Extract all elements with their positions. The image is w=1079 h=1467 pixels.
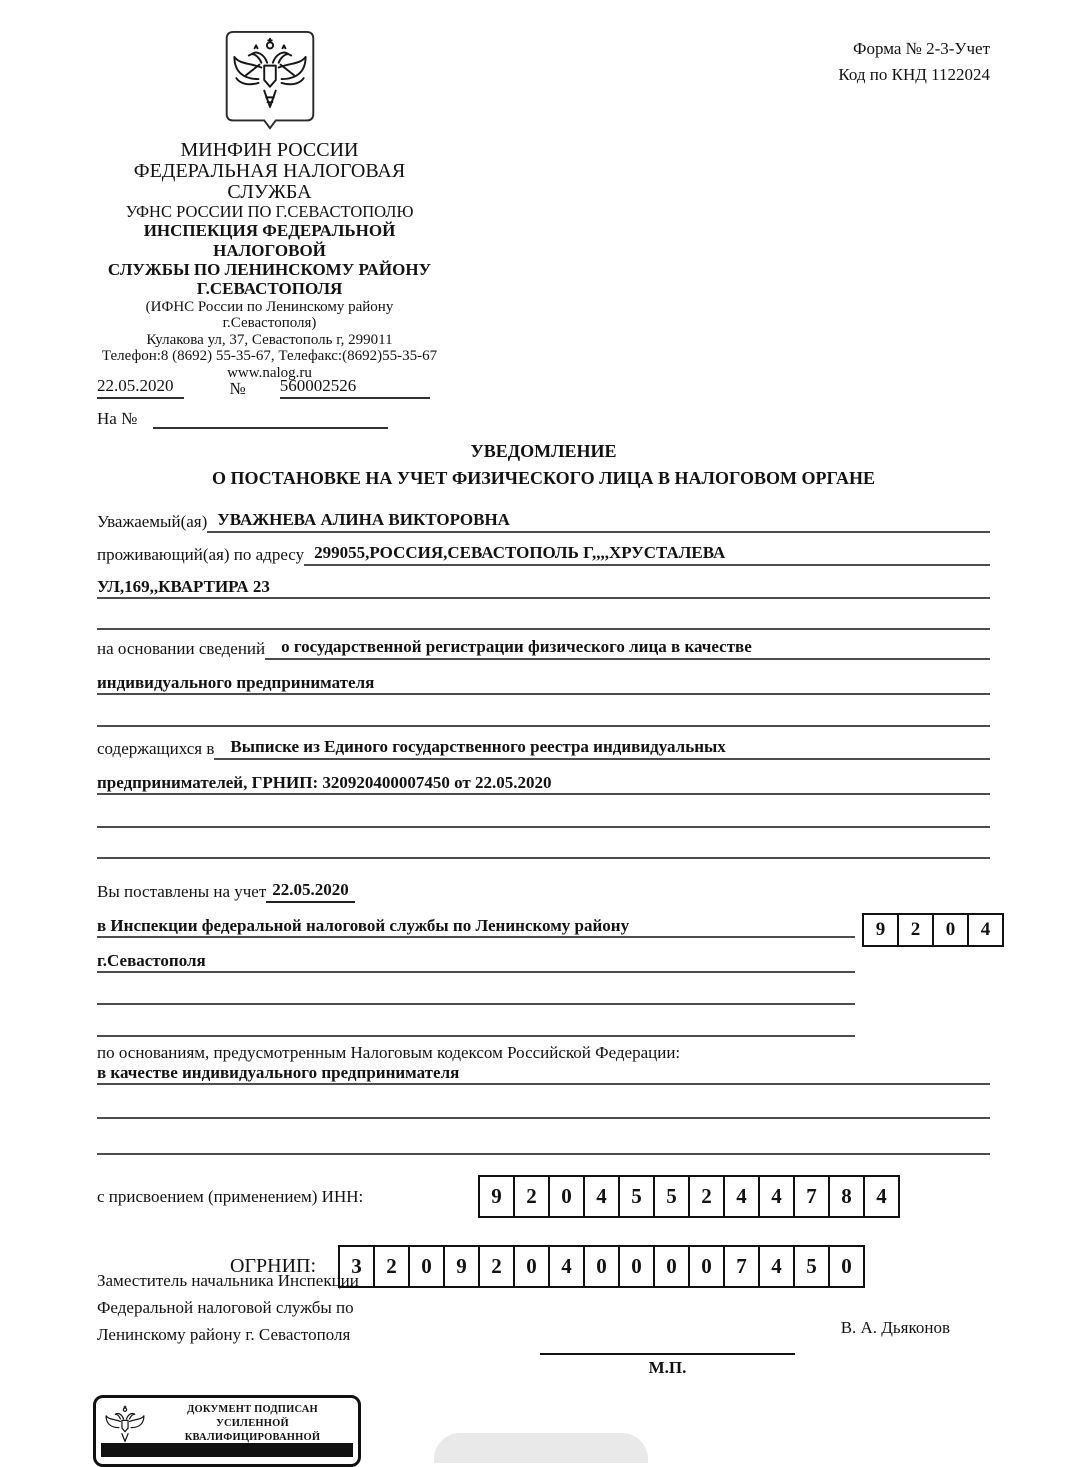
address-field-line-2: УЛ,169,,КВАРТИРА 23 — [97, 566, 990, 599]
ogrnip-digit: 3 — [338, 1245, 375, 1288]
org-name-4: ИНСПЕКЦИЯ ФЕДЕРАЛЬНОЙ НАЛОГОВОЙ — [143, 221, 396, 260]
bottom-overlay-shape — [434, 1433, 648, 1463]
stamp-divider-bar — [101, 1443, 353, 1457]
signer-name: В. А. Дьяконов — [840, 1318, 950, 1337]
stamp-line-2: УСИЛЕННОЙ КВАЛИФИЦИРОВАННОЙ — [184, 1417, 321, 1443]
org-website: www.nalog.ru — [227, 364, 312, 381]
salutation-label: Уважаемый(ая) — [97, 512, 208, 531]
contained-field-line-1: Выписке из Единого государственного реестра индивидуальных — [214, 737, 990, 760]
org-name-3: УФНС РОССИИ ПО Г.СЕВАСТОПОЛЮ — [125, 202, 414, 221]
basis-field-line-1: о государственной регистрации физического лица в качестве — [265, 637, 990, 660]
tax-office-code-digit: 4 — [967, 913, 1004, 947]
knd-code: Код по КНД 1122024 — [838, 65, 990, 85]
org-name-2: ФЕДЕРАЛЬНАЯ НАЛОГОВАЯ СЛУЖБА — [133, 160, 406, 203]
document-date: 22.05.2020 — [97, 376, 184, 399]
document-body — [97, 506, 990, 1288]
tax-office-code-digit: 0 — [932, 913, 969, 947]
registration-date-field: 22.05.2020 — [266, 880, 355, 903]
inn-digit: 4 — [758, 1175, 795, 1218]
ogrnip-label: ОГРНИП: — [230, 1255, 317, 1277]
signature-block — [97, 1268, 990, 1377]
contained-label: содержащихся в — [97, 739, 215, 758]
person-name-field: УВАЖНЕВА АЛИНА ВИКТОРОВНА — [207, 510, 990, 533]
signer-position-line-2: Федеральной налоговой службы по — [97, 1297, 354, 1317]
title-line-1: УВЕДОМЛЕНИЕ — [470, 441, 617, 461]
e-signature-stamp — [93, 1395, 361, 1467]
inn-digit: 9 — [478, 1175, 515, 1218]
ogrnip-digit: 9 — [443, 1245, 480, 1288]
stamp-line-1: ДОКУМЕНТ ПОДПИСАН — [187, 1404, 318, 1415]
number-sign: № — [229, 379, 246, 398]
org-name-6: Г.СЕВАСТОПОЛЯ — [196, 279, 343, 299]
inspection-field-line-1: в Инспекции федеральной налоговой службы по Ленинскому району — [97, 903, 855, 938]
ogrnip-digit: 0 — [688, 1245, 725, 1288]
ogrnip-digit: 0 — [618, 1245, 655, 1288]
inn-digit: 8 — [828, 1175, 865, 1218]
tax-office-code-digit: 2 — [897, 913, 934, 947]
ogrnip-digit: 2 — [478, 1245, 515, 1288]
org-name-5: СЛУЖБЫ ПО ЛЕНИНСКОМУ РАЙОНУ — [107, 259, 432, 279]
org-address: Кулакова ул, 37, Севастополь г, 299011 — [146, 331, 393, 348]
inspection-field-line-2: г.Севастополя — [97, 938, 855, 973]
title-line-2: О ПОСТАНОВКЕ НА УЧЕТ ФИЗИЧЕСКОГО ЛИЦА В НАЛОГОВОМ ОРГАНЕ — [212, 468, 875, 488]
inn-digit: 2 — [513, 1175, 550, 1218]
form-reference-block — [560, 36, 990, 89]
seal-place: М.П. — [540, 1353, 795, 1378]
ogrnip-digit: 0 — [408, 1245, 445, 1288]
inn-digit: 4 — [863, 1175, 900, 1218]
registered-label: Вы поставлены на учет — [97, 882, 267, 901]
address-label: проживающий(ая) по адресу — [97, 545, 305, 564]
form-number: Форма № 2-3-Учет — [853, 39, 990, 58]
grounds-field: в качестве индивидуального предпринимателя — [97, 1063, 990, 1085]
basis-field-line-2: индивидуального предпринимателя — [97, 660, 990, 695]
blank-line — [97, 1152, 990, 1155]
grounds-label: по основаниям, предусмотренным Налоговым кодексом Российской Федерации: — [97, 1043, 681, 1062]
org-phone: Телефон:8 (8692) 55-35-67, Телефакс:(8692)55-35-67 — [101, 348, 438, 365]
address-field-line-1: 299055,РОССИЯ,СЕВАСТОПОЛЬ Г,,,,ХРУСТАЛЕВА — [304, 543, 990, 566]
inn-digit: 0 — [548, 1175, 585, 1218]
inn-digit: 4 — [723, 1175, 760, 1218]
org-name-1: МИНФИН РОССИИ — [180, 139, 359, 161]
ogrnip-digit: 0 — [513, 1245, 550, 1288]
ogrnip-digit: 4 — [758, 1245, 795, 1288]
coat-of-arms-icon — [102, 1401, 148, 1447]
document-number: 560002526 — [280, 376, 430, 399]
ogrnip-digit: 2 — [373, 1245, 410, 1288]
inn-row — [97, 1175, 990, 1218]
org-short-name: (ИФНС России по Ленинскому району г.Севастополя) — [145, 298, 394, 332]
inn-digit: 5 — [618, 1175, 655, 1218]
ogrnip-digit: 0 — [583, 1245, 620, 1288]
inn-label: с присвоением (применением) ИНН: — [97, 1186, 364, 1206]
contained-field-line-2: предпринимателей, ГРНИП: 320920400007450 от 22.05.2020 — [97, 760, 990, 795]
ogrnip-digit: 0 — [828, 1245, 865, 1288]
signer-position-line-1: Заместитель начальника Инспекции — [97, 1271, 359, 1290]
inn-digit: 2 — [688, 1175, 725, 1218]
ogrnip-digit: 7 — [723, 1245, 760, 1288]
ogrnip-digit: 0 — [653, 1245, 690, 1288]
signer-position-line-3: Ленинскому району г. Севастополя — [97, 1324, 351, 1344]
letterhead — [97, 30, 442, 381]
reference-block — [97, 376, 527, 429]
ogrnip-digit: 4 — [548, 1245, 585, 1288]
coat-of-arms-icon — [224, 30, 316, 132]
ogrnip-digit: 5 — [793, 1245, 830, 1288]
on-number-blank-field — [153, 407, 388, 429]
inn-digit: 4 — [583, 1175, 620, 1218]
inn-digit: 5 — [653, 1175, 690, 1218]
inn-digit: 7 — [793, 1175, 830, 1218]
tax-office-code-box — [862, 913, 1004, 947]
tax-office-code-digit: 9 — [862, 913, 899, 947]
on-number-label: На № — [97, 409, 138, 428]
basis-label: на основании сведений — [97, 639, 266, 658]
document-title — [97, 438, 990, 492]
